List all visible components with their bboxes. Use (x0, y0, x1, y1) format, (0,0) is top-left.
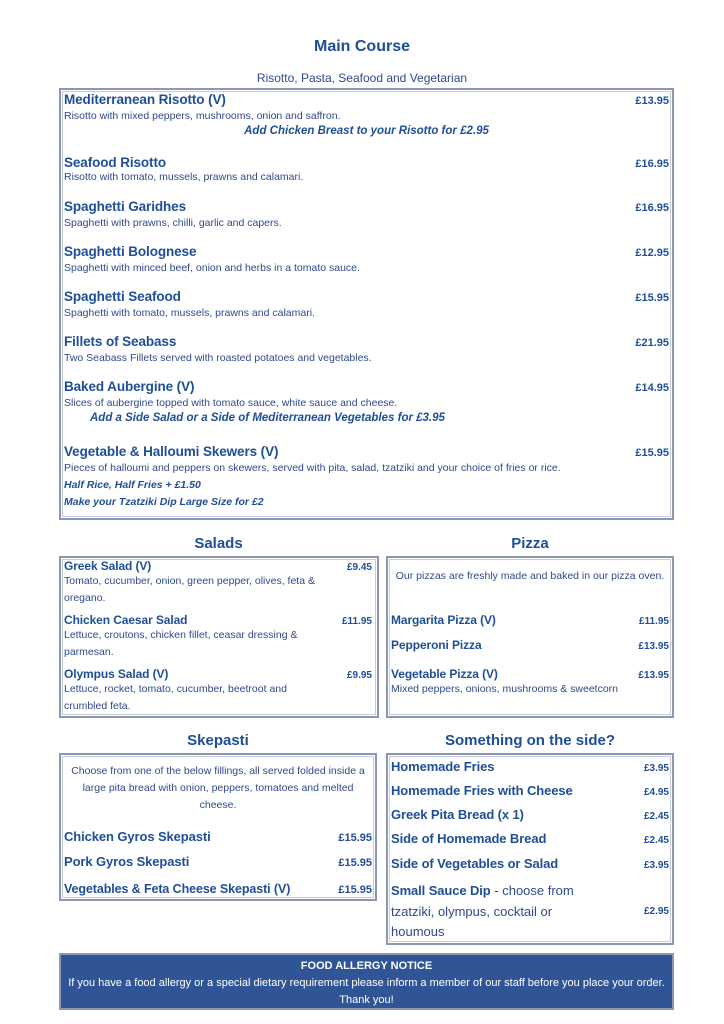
item-price: £13.95 (638, 641, 669, 652)
item-desc: Lettuce, croutons, chicken fillet, ceasar dressing & parmesan. (64, 629, 298, 658)
item-desc: Risotto with mixed peppers, mushrooms, onion and saffron. (64, 110, 341, 122)
menu-item (64, 444, 669, 511)
item-price: £15.95 (338, 857, 372, 869)
item-name: Greek Salad (V) (64, 559, 152, 573)
item-name: Small Sauce Dip (391, 883, 491, 898)
item-name: Chicken Caesar Salad (64, 613, 188, 627)
menu-item (391, 667, 669, 698)
item-desc: Pieces of halloumi and peppers on skewers, served with pita, salad, tzatziki and your choice of fries or rice. (64, 462, 561, 474)
menu-item (64, 667, 372, 715)
item-price: £3.95 (643, 763, 669, 774)
item-note: Half Rice, Half Fries + £1.50 (64, 479, 201, 491)
salads-title: Salads (194, 535, 243, 552)
menu-item (64, 854, 372, 869)
item-desc: Mixed peppers, onions, mushrooms & sweetcorn (391, 683, 619, 695)
menu-item (64, 559, 372, 607)
item-name: Vegetables & Feta Cheese Skepasti (V) (64, 882, 291, 896)
item-name: Greek Pita Bread (x 1) (391, 807, 524, 822)
item-price: £21.95 (635, 337, 669, 349)
item-price: £15.95 (635, 447, 669, 459)
item-price: £11.95 (341, 616, 372, 627)
item-desc: Spaghetti with tomato, mussels, prawns and calamari. (64, 307, 315, 319)
item-name: Baked Aubergine (V) (64, 379, 195, 394)
item-name: Mediterranean Risotto (V) (64, 92, 226, 107)
pizza-title: Pizza (511, 535, 549, 552)
menu-item (391, 759, 669, 774)
item-name: Pork Gyros Skepasti (64, 854, 190, 869)
skepasti-intro: Choose from one of the below fillings, all served folded inside a large pita bread with onion, peppers, tomatoes and melted cheese. (71, 765, 365, 811)
menu-item (391, 638, 669, 652)
menu-item (391, 783, 669, 798)
item-desc: - choose from tzatziki, olympus, cocktail or houmous (391, 883, 574, 939)
item-name: Spaghetti Garidhes (64, 199, 186, 214)
item-desc: Lettuce, rocket, tomato, cucumber, beetroot and crumbled feta. (64, 683, 287, 712)
item-price: £15.95 (338, 884, 372, 896)
item-price: £13.95 (635, 95, 669, 107)
menu-item (391, 807, 669, 822)
item-desc: Spaghetti with prawns, chilli, garlic and capers. (64, 217, 282, 229)
item-price: £9.95 (346, 670, 372, 681)
item-note: Add a Side Salad or a Side of Mediterranean Vegetables for £3.95 (90, 412, 445, 424)
main-course-box (59, 88, 674, 520)
sides-box (386, 753, 674, 945)
item-desc: Two Seabass Fillets served with roasted potatoes and vegetables. (64, 352, 372, 364)
item-note: Make your Tzatziki Dip Large Size for £2 (64, 496, 264, 508)
pizza-intro: Our pizzas are freshly made and baked in our pizza oven. (395, 570, 665, 582)
menu-item (64, 829, 372, 844)
menu-item (391, 831, 669, 846)
item-name: Seafood Risotto (64, 155, 166, 170)
item-price: £12.95 (635, 247, 669, 259)
item-price: £11.95 (638, 616, 669, 627)
sides-title: Something on the side? (444, 732, 615, 749)
item-name: Vegetable Pizza (V) (391, 667, 498, 681)
salads-box (59, 556, 379, 718)
item-price: £3.95 (643, 860, 669, 871)
item-price: £15.95 (635, 292, 669, 304)
item-desc: Spaghetti with minced beef, onion and herbs in a tomato sauce. (64, 262, 360, 274)
item-price: £4.95 (643, 787, 669, 798)
menu-item (64, 613, 372, 661)
menu-item (391, 613, 669, 627)
item-price: £2.95 (643, 906, 669, 918)
skepasti-title: Skepasti (187, 732, 249, 749)
item-name: Homemade Fries with Cheese (391, 783, 573, 798)
item-name: Fillets of Seabass (64, 334, 177, 349)
item-name: Pepperoni Pizza (391, 638, 482, 652)
item-name: Side of Homemade Bread (391, 831, 547, 846)
menu-item (64, 379, 669, 424)
item-price: £16.95 (635, 158, 669, 170)
item-desc: Tomato, cucumber, onion, green pepper, olives, feta & oregano. (64, 575, 315, 604)
item-name: Chicken Gyros Skepasti (64, 829, 211, 844)
allergy-text: If you have a food allergy or a special dietary requirement please inform a member of our staff before you place your order. Thank you! (68, 977, 665, 1006)
item-name: Side of Vegetables or Salad (391, 856, 559, 871)
menu-item (64, 882, 372, 896)
item-name: Vegetable & Halloumi Skewers (V) (64, 444, 279, 459)
menu-item (391, 881, 669, 943)
skepasti-box (59, 753, 377, 901)
main-course-subtitle: Risotto, Pasta, Seafood and Vegetarian (256, 71, 468, 85)
item-name: Margarita Pizza (V) (391, 613, 496, 627)
item-price: £2.45 (643, 835, 669, 846)
menu-item (64, 289, 669, 322)
menu-item (391, 856, 669, 871)
menu-item (64, 244, 669, 277)
allergy-notice (59, 953, 674, 1010)
item-note: Add Chicken Breast to your Risotto for £2.95 (244, 125, 489, 137)
menu-item (64, 92, 669, 137)
menu-item (64, 199, 669, 232)
menu-item (64, 155, 669, 184)
item-price: £16.95 (635, 202, 669, 214)
item-name: Homemade Fries (391, 759, 495, 774)
allergy-title: FOOD ALLERGY NOTICE (300, 960, 433, 972)
main-course-title: Main Course (313, 38, 410, 55)
item-price: £14.95 (635, 382, 669, 394)
item-name: Spaghetti Bolognese (64, 244, 197, 259)
item-price: £13.95 (638, 670, 669, 681)
item-price: £2.45 (643, 811, 669, 822)
pizza-box (386, 556, 674, 718)
menu-item (64, 334, 669, 367)
item-name: Spaghetti Seafood (64, 289, 181, 304)
item-price: £9.45 (346, 562, 372, 573)
item-price: £15.95 (338, 832, 372, 844)
item-desc: Risotto with tomato, mussels, prawns and calamari. (64, 171, 304, 183)
item-desc: Slices of aubergine topped with tomato sauce, white sauce and cheese. (64, 397, 398, 409)
item-name: Olympus Salad (V) (64, 667, 169, 681)
